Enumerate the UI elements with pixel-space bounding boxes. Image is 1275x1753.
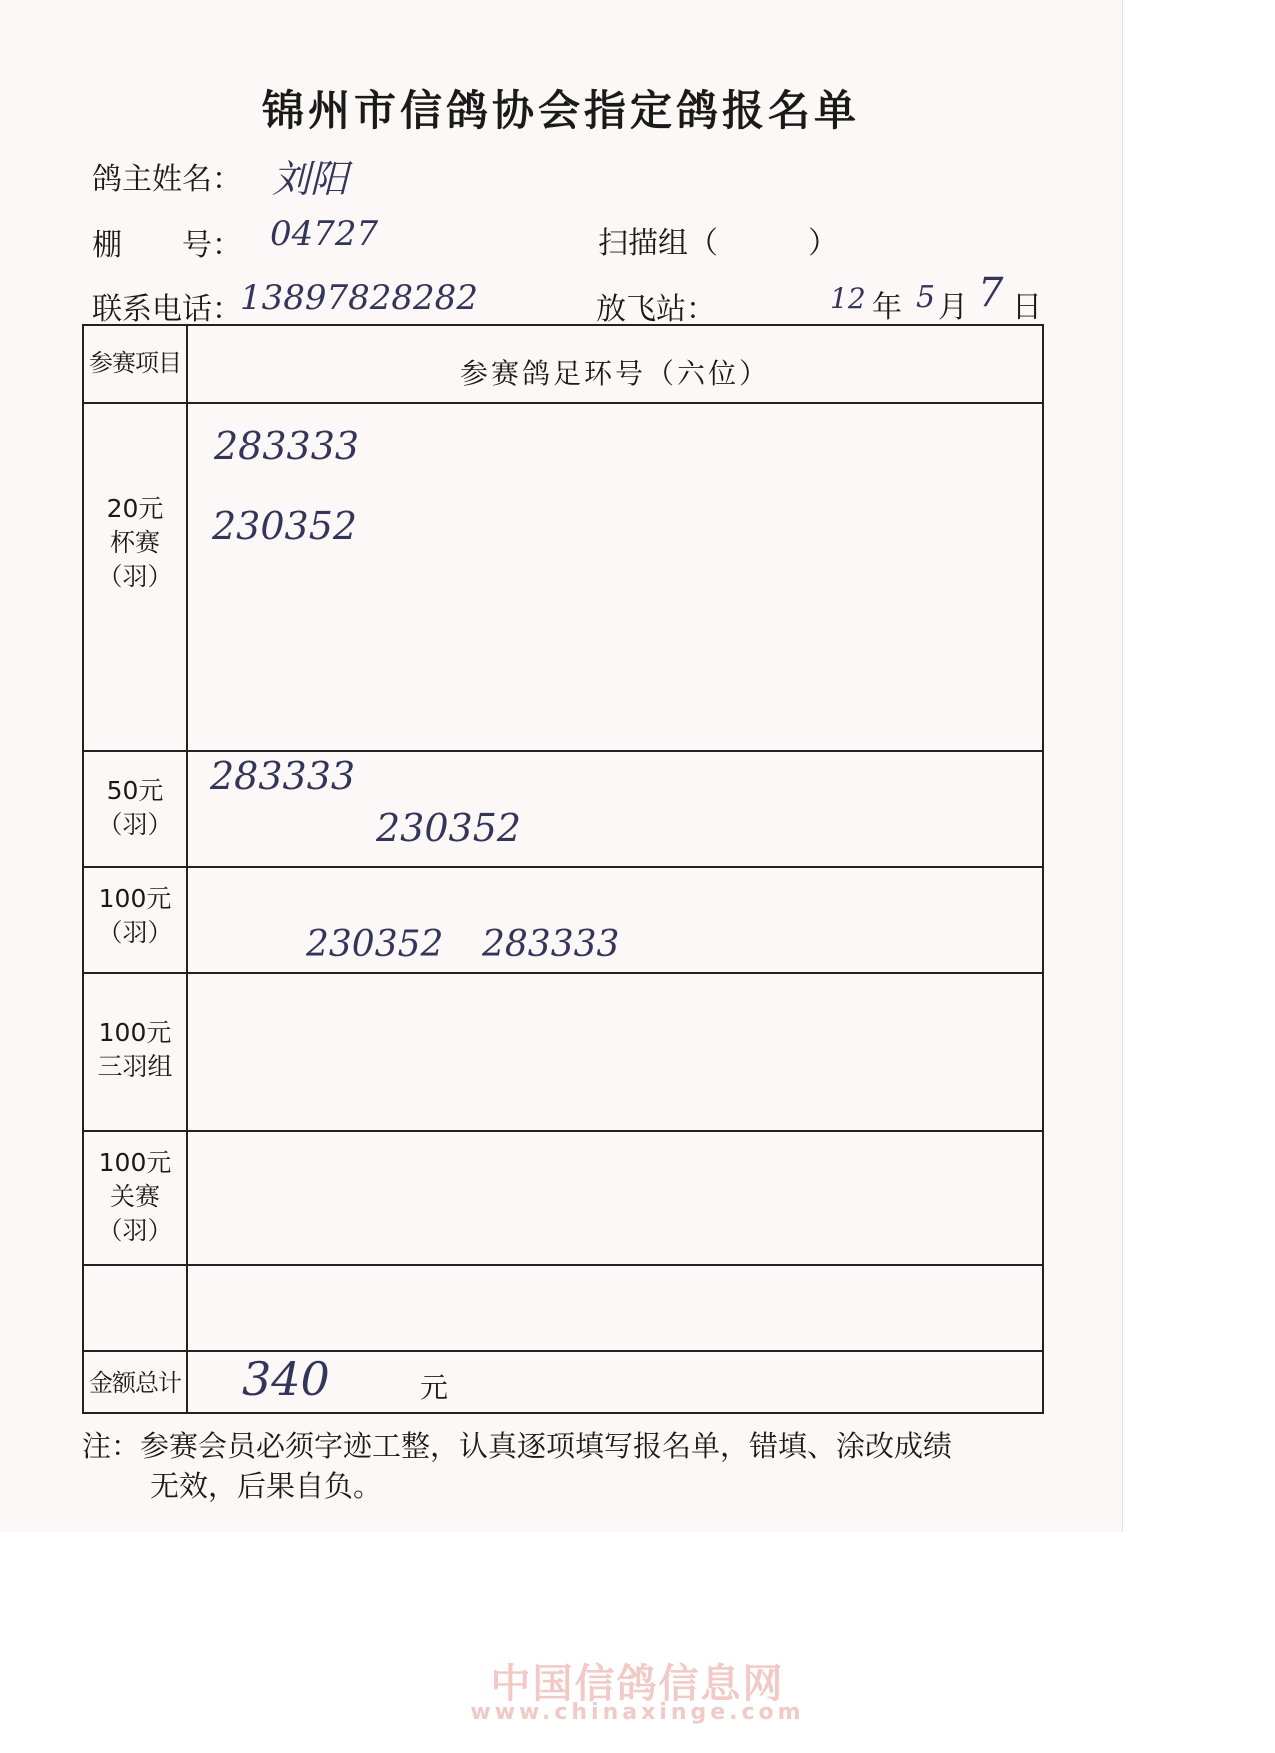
row-label-line: 100元 — [98, 1148, 172, 1177]
ring-number: 230352 — [376, 806, 522, 850]
loft-number-value: 04727 — [270, 214, 379, 254]
total-amount-unit: 元 — [420, 1371, 449, 1404]
ring-number: 283333 — [210, 754, 356, 798]
table-column-divider — [186, 326, 188, 1412]
watermark-site-url: www.chinaxinge.com — [470, 1700, 805, 1725]
row-label-line: 50元 — [106, 776, 164, 805]
row-100-three-group-label — [84, 1016, 186, 1084]
header-ring-label: 参赛鸽足环号（六位） — [459, 357, 770, 390]
row-label-line: （羽） — [97, 562, 173, 591]
row-label-line: 三羽组 — [97, 1052, 173, 1081]
date-year-unit: 年 — [872, 290, 902, 325]
phone-value: 13897828282 — [240, 278, 478, 318]
loft-number-label: 棚 号： — [92, 228, 242, 263]
watermark-site-name: 中国信鸽信息网 — [490, 1661, 785, 1707]
table-divider — [84, 402, 1042, 404]
total-amount-value: 340 — [242, 1352, 330, 1406]
note-line: 无效，后果自负。 — [150, 1469, 383, 1503]
row-label-line: （羽） — [97, 918, 173, 947]
row-20-cup-label — [84, 492, 186, 594]
owner-name-label: 鸽主姓名： — [92, 162, 242, 197]
entry-table — [82, 324, 1044, 1414]
date-month-value: 5 — [916, 280, 936, 315]
ring-number: 230352 — [212, 504, 358, 548]
row-label-line: 100元 — [98, 884, 172, 913]
ring-number: 283333 — [482, 924, 620, 965]
date-year-value: 12 — [830, 282, 866, 315]
row-label-line: 关赛 — [109, 1182, 160, 1211]
total-amount-label: 金额总计 — [89, 1369, 181, 1397]
form-note — [82, 1426, 1062, 1506]
date-day-unit: 日 — [1012, 290, 1042, 325]
row-label-line: 杯赛 — [109, 528, 160, 557]
table-divider — [84, 1350, 1042, 1352]
row-label-line: （羽） — [97, 1216, 173, 1245]
form-title: 锦州市信鸽协会指定鸽报名单 — [261, 86, 860, 135]
phone-label: 联系电话： — [92, 292, 242, 327]
scan-group-label: 扫描组（ ） — [598, 226, 838, 261]
row-label-line: 100元 — [98, 1018, 172, 1047]
row-label-line: 20元 — [106, 494, 164, 523]
date-day-value: 7 — [978, 270, 1004, 316]
ring-number: 283333 — [214, 424, 360, 468]
release-station-label: 放飞站： — [596, 292, 716, 327]
row-100-pass-race-label — [84, 1146, 186, 1248]
date-month-unit: 月 — [938, 290, 968, 325]
table-divider — [84, 750, 1042, 752]
note-line: 注：参赛会员必须字迹工整，认真逐项填写报名单，错填、涂改成绩 — [82, 1429, 953, 1463]
header-item-label: 参赛项目 — [89, 349, 181, 377]
owner-name-value: 刘阳 — [272, 157, 349, 201]
row-50-label — [84, 774, 186, 842]
table-divider — [84, 1264, 1042, 1266]
row-label-line: （羽） — [97, 810, 173, 839]
table-divider — [84, 866, 1042, 868]
table-divider — [84, 972, 1042, 974]
ring-number: 230352 — [306, 924, 444, 965]
table-divider — [84, 1130, 1042, 1132]
row-100-label — [84, 882, 186, 950]
